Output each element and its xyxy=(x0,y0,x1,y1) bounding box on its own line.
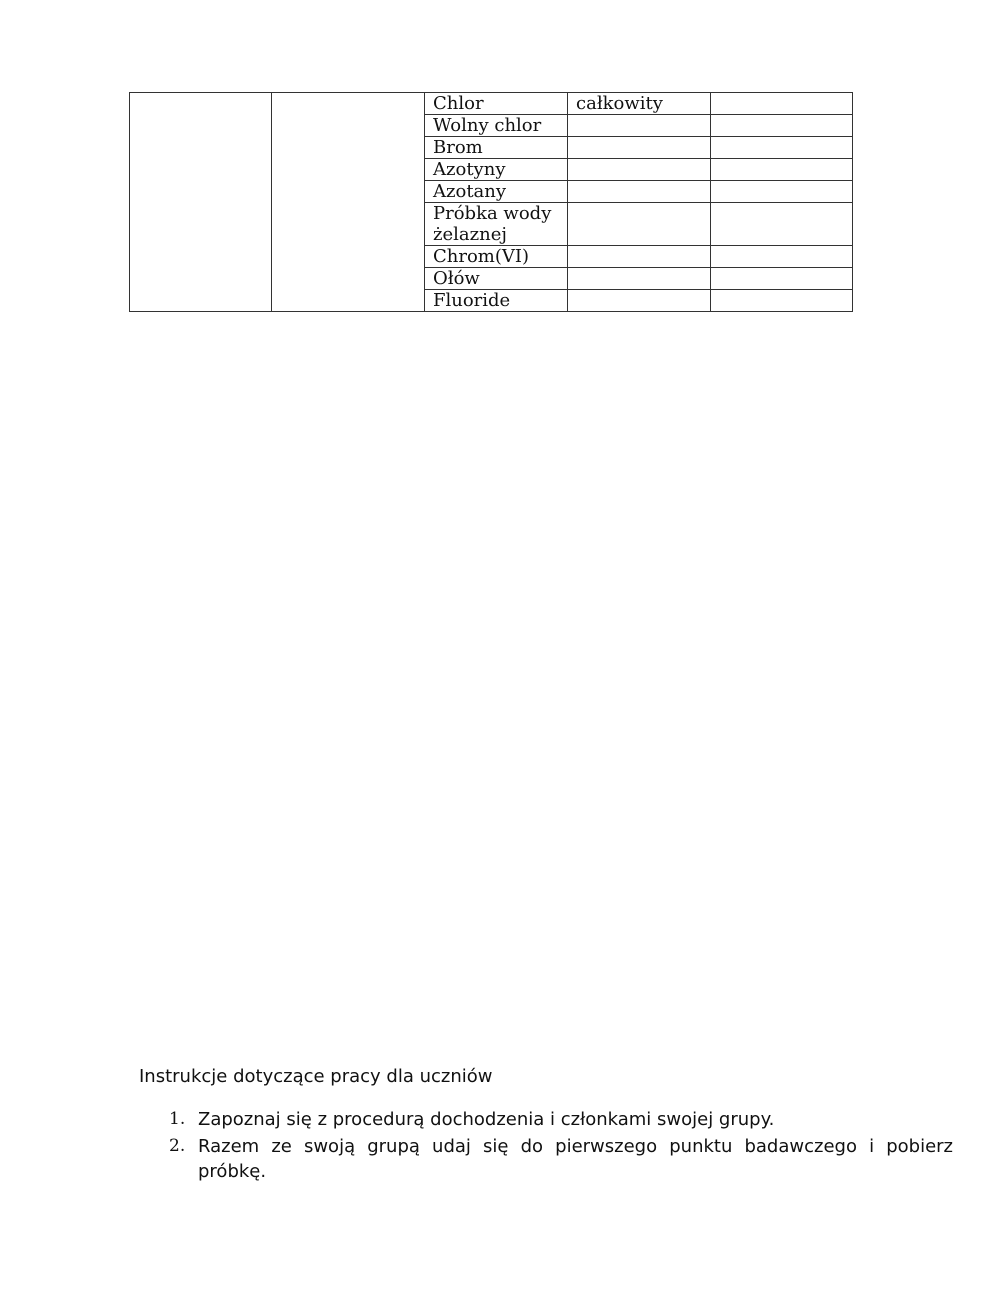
empty-cell xyxy=(568,290,711,312)
substances-table xyxy=(129,92,853,312)
instructions-heading: Instrukcje dotyczące pracy dla uczniów xyxy=(139,1066,493,1087)
empty-merged-cell xyxy=(130,93,272,312)
substance-cell: Wolny chlor xyxy=(425,115,568,137)
empty-cell xyxy=(711,115,853,137)
step-text: Zapoznaj się z procedurą dochodzenia i członkami swojej grupy. xyxy=(198,1109,775,1130)
empty-cell xyxy=(568,203,711,246)
step-text: Razem ze swoją grupą udaj się do pierwszego punktu badawczego i pobierz próbkę. xyxy=(198,1136,953,1182)
empty-cell xyxy=(711,246,853,268)
substance-cell: Próbka wody żelaznej xyxy=(425,203,568,246)
empty-cell xyxy=(568,246,711,268)
note-cell: całkowity xyxy=(568,93,711,115)
empty-cell xyxy=(711,181,853,203)
empty-cell xyxy=(711,290,853,312)
empty-cell xyxy=(568,159,711,181)
table-row xyxy=(130,93,853,115)
empty-cell xyxy=(711,137,853,159)
substance-cell: Azotyny xyxy=(425,159,568,181)
empty-cell xyxy=(568,115,711,137)
substance-cell: Azotany xyxy=(425,181,568,203)
list-item xyxy=(139,1107,953,1132)
step-number: 2. xyxy=(169,1136,186,1156)
empty-cell xyxy=(568,268,711,290)
substance-cell: Ołów xyxy=(425,268,568,290)
substance-cell: Chlor xyxy=(425,93,568,115)
substance-cell: Fluoride xyxy=(425,290,568,312)
empty-cell xyxy=(568,181,711,203)
empty-cell xyxy=(568,137,711,159)
substance-cell: Brom xyxy=(425,137,568,159)
step-number: 1. xyxy=(169,1109,186,1129)
empty-cell xyxy=(711,159,853,181)
instructions-list xyxy=(139,1107,953,1186)
substance-cell: Chrom(VI) xyxy=(425,246,568,268)
empty-cell xyxy=(711,93,853,115)
empty-cell xyxy=(711,268,853,290)
empty-merged-cell xyxy=(272,93,425,312)
empty-cell xyxy=(711,203,853,246)
list-item xyxy=(139,1134,953,1184)
